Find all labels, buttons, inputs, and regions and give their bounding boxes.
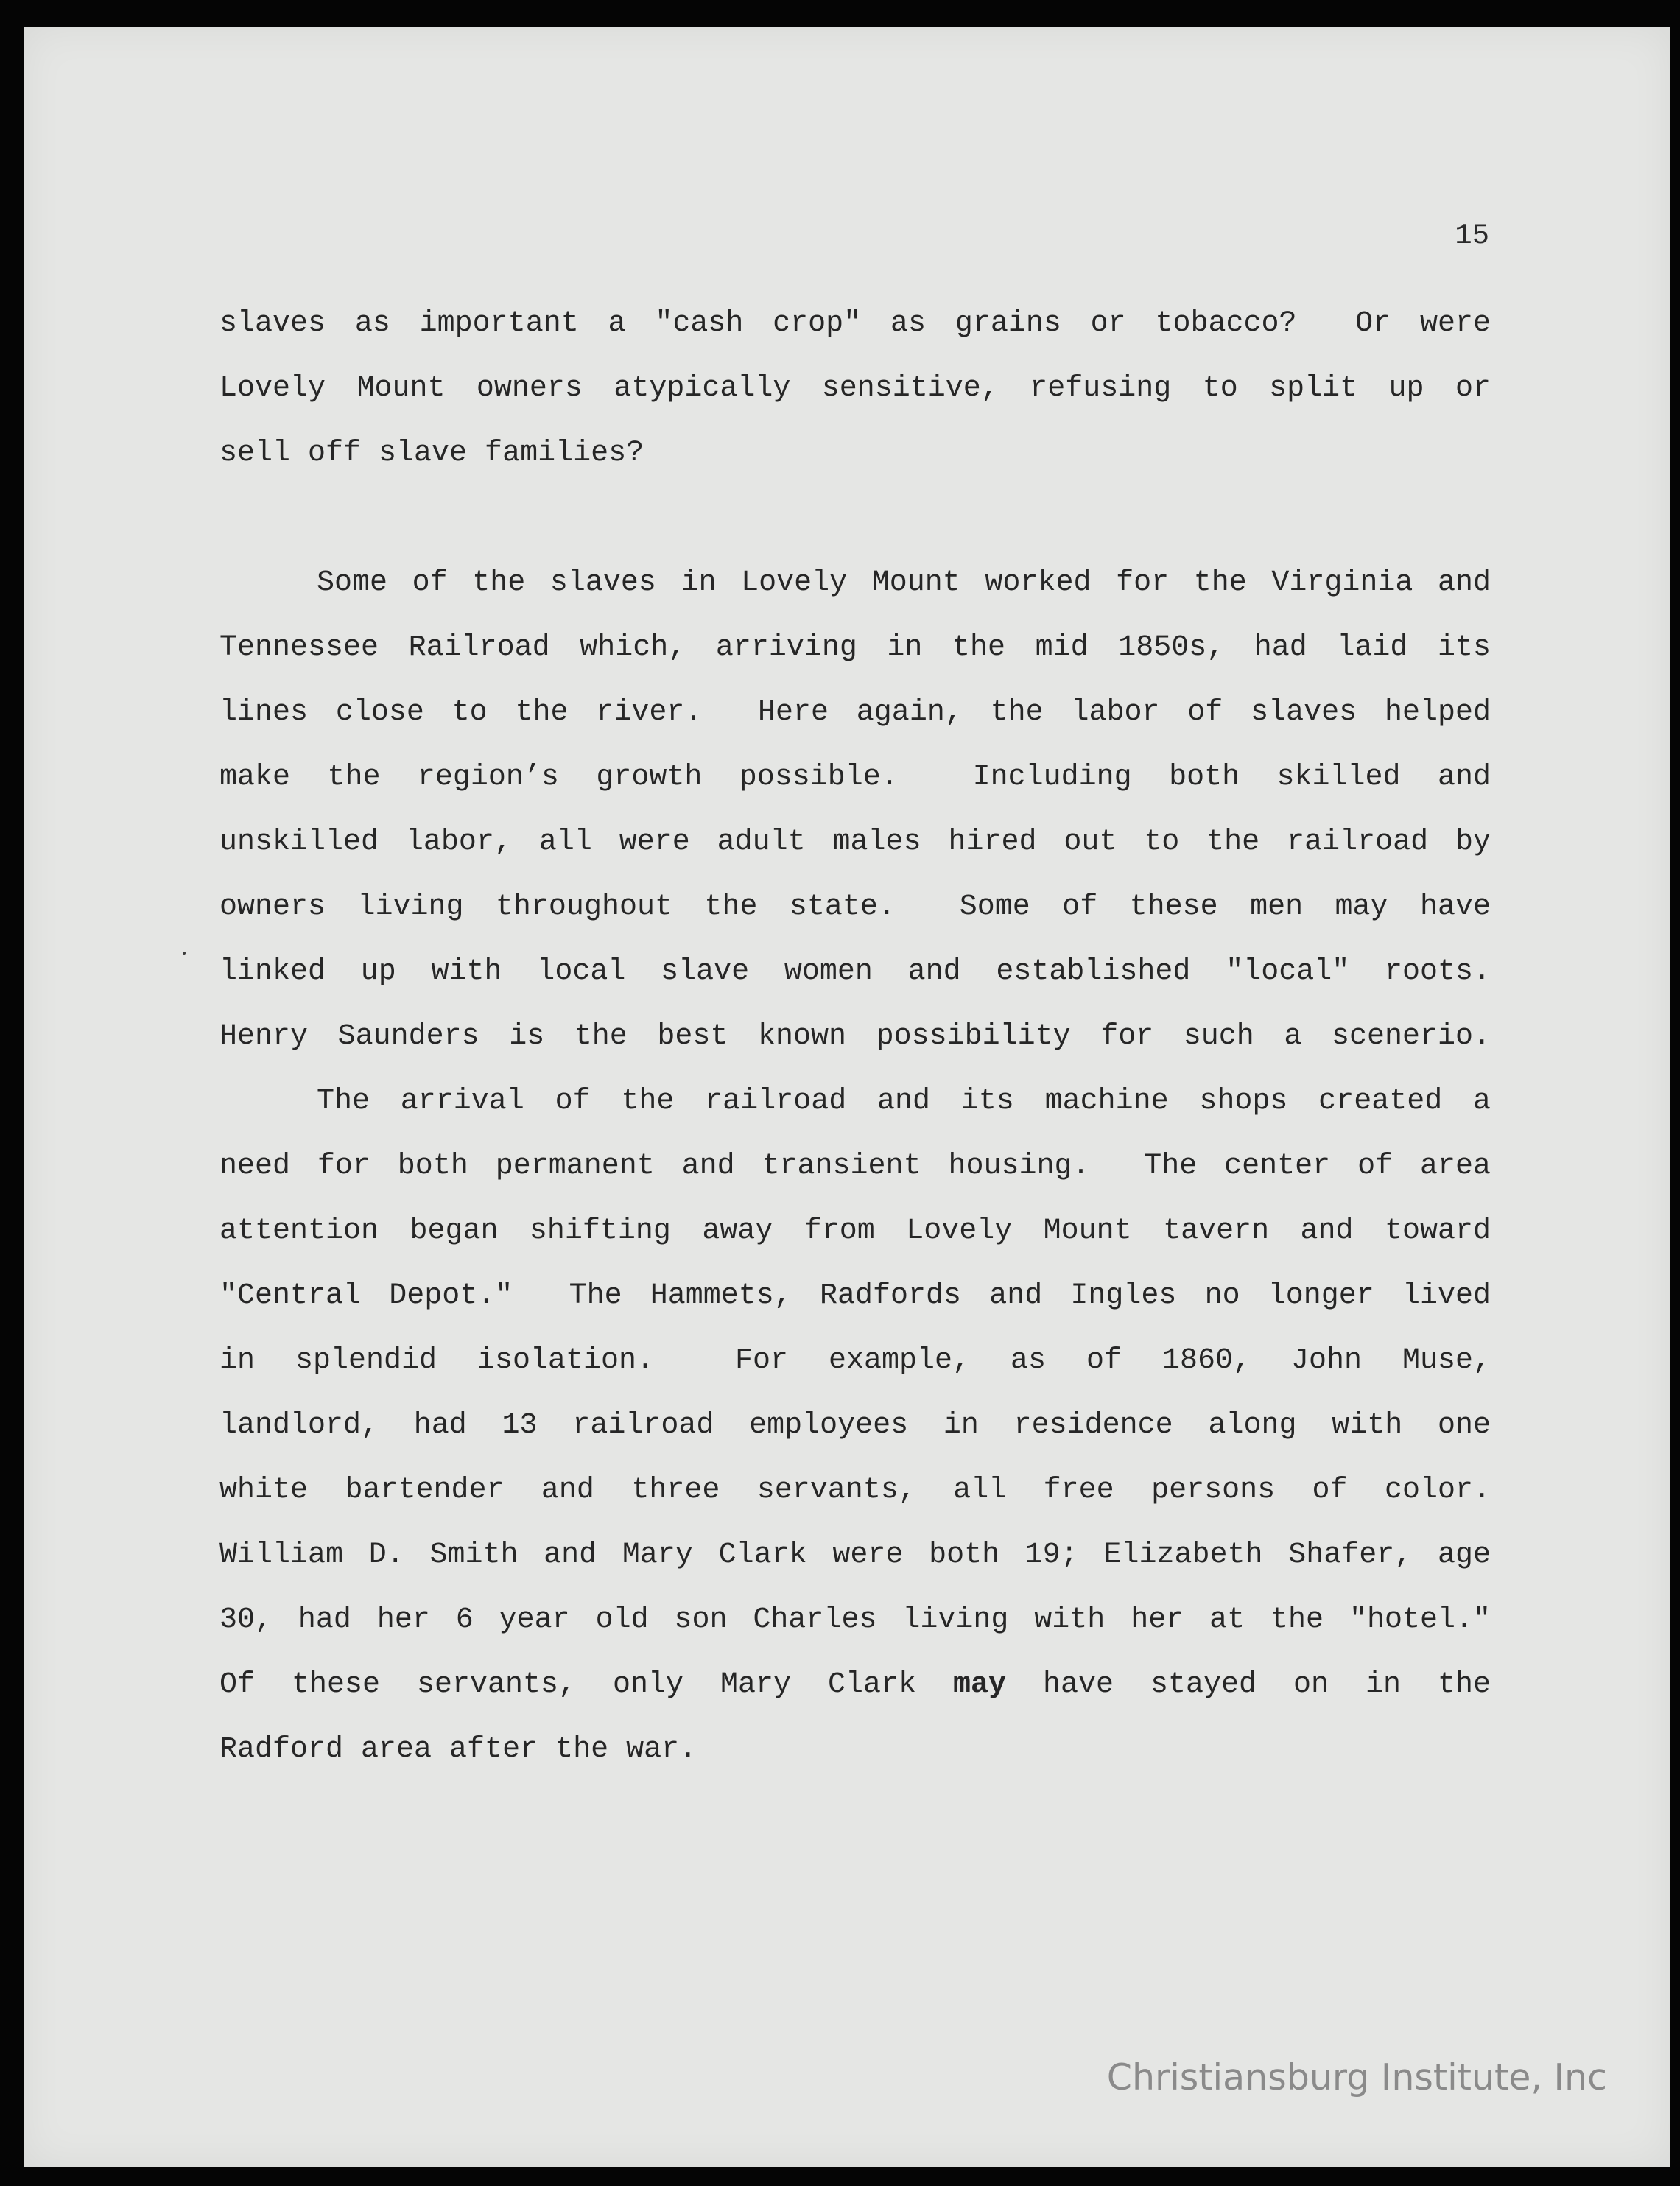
document-page xyxy=(24,27,1670,2167)
watermark: Christiansburg Institute, Inc xyxy=(1106,2056,1607,2098)
text-line: owners living throughout the state. Some of these men may have xyxy=(219,890,1491,924)
text-line: white bartender and three servants, all free persons of color. xyxy=(219,1474,1491,1507)
text-line: linked up with local slave women and established "local" roots. xyxy=(219,955,1491,988)
stray-mark xyxy=(183,952,186,955)
text-segment: Of these servants, only Mary Clark xyxy=(219,1668,917,1701)
text-line: attention began shifting away from Lovely Mount tavern and toward xyxy=(219,1215,1491,1248)
page-number: 15 xyxy=(1455,219,1489,252)
text-line: William D. Smith and Mary Clark were both 19; Elizabeth Shafer, age xyxy=(219,1539,1491,1572)
text-line: Lovely Mount owners atypically sensitive, refusing to split up or xyxy=(219,372,1491,405)
text-line xyxy=(219,1666,1491,1704)
emphasized-word: may xyxy=(953,1668,1007,1701)
text-line: slaves as important a "cash crop" as grains or tobacco? Or were xyxy=(219,307,1491,340)
text-line: need for both permanent and transient housing. The center of area xyxy=(219,1150,1491,1183)
text-line: Tennessee Railroad which, arriving in the mid 1850s, had laid its xyxy=(219,631,1491,664)
text-line: "Central Depot." The Hammets, Radfords and Ingles no longer lived xyxy=(219,1279,1491,1312)
paragraph-first-line: The arrival of the railroad and its machine shops created a xyxy=(317,1085,1491,1118)
paragraph-first-line: Some of the slaves in Lovely Mount worked for the Virginia and xyxy=(317,566,1491,600)
text-segment: have stayed on in the xyxy=(1043,1668,1491,1701)
text-line: Henry Saunders is the best known possibility for such a scenerio. xyxy=(219,1020,1491,1053)
text-line: lines close to the river. Here again, the labor of slaves helped xyxy=(219,696,1491,729)
text-line: in splendid isolation. For example, as of 1860, John Muse, xyxy=(219,1344,1491,1377)
text-line: landlord, had 13 railroad employees in residence along with one xyxy=(219,1409,1491,1442)
text-line: 30, had her 6 year old son Charles living with her at the "hotel." xyxy=(219,1603,1491,1637)
text-line: sell off slave families? xyxy=(219,437,644,470)
text-line: unskilled labor, all were adult males hired out to the railroad by xyxy=(219,826,1491,859)
text-line: Radford area after the war. xyxy=(219,1733,697,1766)
text-line: make the region’s growth possible. Including both skilled and xyxy=(219,761,1491,794)
